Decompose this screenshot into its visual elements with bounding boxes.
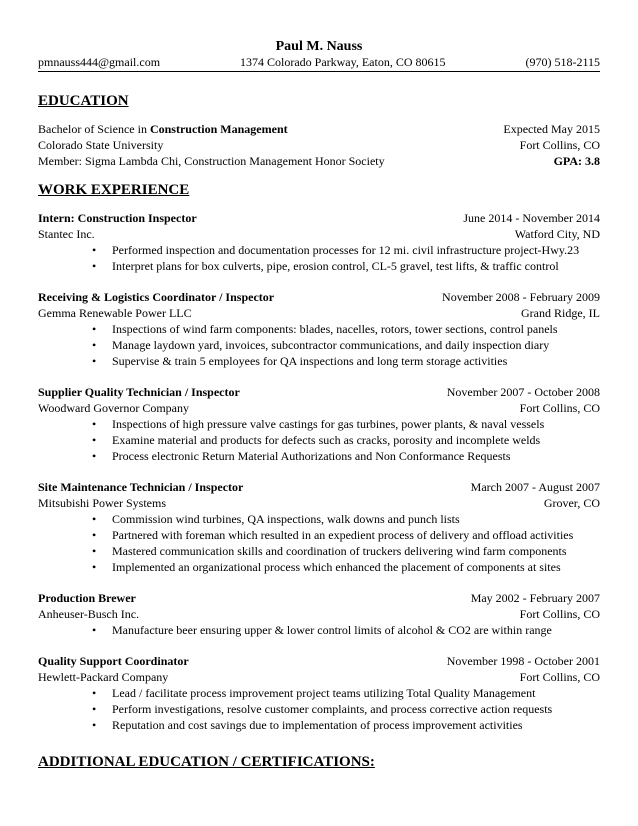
job-title-row (38, 653, 600, 669)
job-company-row (38, 495, 600, 511)
job-company-row (38, 400, 600, 416)
job-bullet: • Interpret plans for box culverts, pipe, erosion control, CL-5 gravel, test lifts, & traffic control (112, 258, 600, 274)
degree-prefix: Bachelor of Science in (38, 122, 150, 136)
job-bullets (38, 511, 600, 575)
job-dates: May 2002 - February 2007 (470, 591, 600, 605)
gpa: GPA: 3.8 (553, 154, 600, 168)
job-bullets (38, 242, 600, 274)
job-entry (38, 384, 600, 464)
job-bullet: • Partnered with foreman which resulted in an expedient process of delivery and offload activities (112, 527, 600, 543)
job-company-row (38, 606, 600, 622)
job-bullet: • Inspections of wind farm components: blades, nacelles, rotors, tower sections, control panels (112, 321, 600, 337)
job-company: Woodward Governor Company (38, 401, 190, 415)
job-location: Grover, CO (543, 496, 600, 510)
job-entry (38, 210, 600, 274)
job-dates: November 2008 - February 2009 (442, 290, 600, 304)
email: pmnauss444@gmail.com (38, 55, 161, 69)
job-bullet: • Reputation and cost savings due to implementation of process improvement activities (112, 717, 600, 733)
job-company-row (38, 669, 600, 685)
job-bullet: • Process electronic Return Material Authorizations and Non Conformance Requests (112, 448, 600, 464)
additional-heading: ADDITIONAL EDUCATION / CERTIFICATIONS: (38, 754, 375, 770)
job-location: Fort Collins, CO (519, 670, 600, 684)
job-title-row (38, 384, 600, 400)
job-title-row (38, 590, 600, 606)
job-company-row (38, 226, 600, 242)
job-title: Quality Support Coordinator (38, 654, 189, 668)
candidate-name: Paul M. Nauss (275, 39, 363, 54)
job-company: Gemma Renewable Power LLC (38, 306, 192, 320)
job-bullet: • Inspections of high pressure valve castings for gas turbines, power plants, & naval vessels (112, 416, 600, 432)
job-bullet: • Performed inspection and documentation processes for 12 mi. civil infrastructure project-Hwy.23 (112, 242, 600, 258)
job-dates: November 1998 - October 2001 (446, 654, 600, 668)
job-bullet: • Manufacture beer ensuring upper & lower control limits of alcohol & CO2 are within range (112, 622, 600, 638)
address: 1374 Colorado Parkway, Eaton, CO 80615 (239, 55, 446, 69)
job-title-row (38, 210, 600, 226)
job-bullet: • Manage laydown yard, invoices, subcontractor communications, and daily inspection diary (112, 337, 600, 353)
degree-row (38, 121, 600, 137)
job-location: Watford City, ND (514, 227, 600, 241)
school-row (38, 137, 600, 153)
job-bullet: • Perform investigations, resolve customer complaints, and process corrective action requests (112, 701, 600, 717)
job-entry (38, 653, 600, 733)
education-section (38, 121, 600, 169)
job-location: Fort Collins, CO (519, 607, 600, 621)
degree-major: Construction Management (149, 122, 288, 136)
job-title: Production Brewer (38, 591, 136, 605)
school: Colorado State University (38, 138, 164, 152)
job-bullet: • Supervise & train 5 employees for QA inspections and long term storage activities (112, 353, 600, 369)
job-company: Hewlett-Packard Company (38, 670, 169, 684)
job-entry (38, 590, 600, 638)
work-section (38, 210, 600, 733)
resume-page (38, 38, 600, 771)
job-title-row (38, 289, 600, 305)
job-bullets (38, 321, 600, 369)
job-bullet: • Lead / facilitate process improvement project teams utilizing Total Quality Management (112, 685, 600, 701)
job-bullet: • Examine material and products for defects such as cracks, porosity and incomplete welds (112, 432, 600, 448)
job-company: Anheuser-Busch Inc. (38, 607, 140, 621)
job-bullet: • Commission wind turbines, QA inspections, walk downs and punch lists (112, 511, 600, 527)
job-company: Mitsubishi Power Systems (38, 496, 167, 510)
job-title: Receiving & Logistics Coordinator / Inspector (38, 290, 275, 304)
job-company-row (38, 305, 600, 321)
contact-line (38, 55, 600, 72)
job-title-row (38, 479, 600, 495)
job-bullet: • Implemented an organizational process which enhanced the placement of components at sites (112, 559, 600, 575)
job-bullet: • Mastered communication skills and coordination of truckers delivering wind farm components (112, 543, 600, 559)
education-heading: EDUCATION (38, 93, 129, 109)
job-location: Fort Collins, CO (519, 401, 600, 415)
job-title: Site Maintenance Technician / Inspector (38, 480, 244, 494)
job-entry (38, 289, 600, 369)
job-bullets (38, 622, 600, 638)
job-bullets (38, 416, 600, 464)
expected-date: Expected May 2015 (503, 122, 600, 136)
job-entry (38, 479, 600, 575)
job-location: Grand Ridge, IL (521, 306, 600, 320)
job-title: Supplier Quality Technician / Inspector (38, 385, 240, 399)
job-title: Intern: Construction Inspector (38, 211, 197, 225)
job-dates: June 2014 - November 2014 (463, 211, 600, 225)
job-bullets (38, 685, 600, 733)
work-heading: WORK EXPERIENCE (38, 182, 190, 198)
job-company: Stantec Inc. (38, 227, 95, 241)
school-location: Fort Collins, CO (519, 138, 600, 152)
membership: Member: Sigma Lambda Chi, Construction Management Honor Society (38, 154, 385, 168)
job-dates: March 2007 - August 2007 (470, 480, 600, 494)
member-row (38, 153, 600, 169)
job-dates: November 2007 - October 2008 (446, 385, 600, 399)
degree (38, 121, 288, 137)
phone: (970) 518-2115 (525, 55, 600, 69)
